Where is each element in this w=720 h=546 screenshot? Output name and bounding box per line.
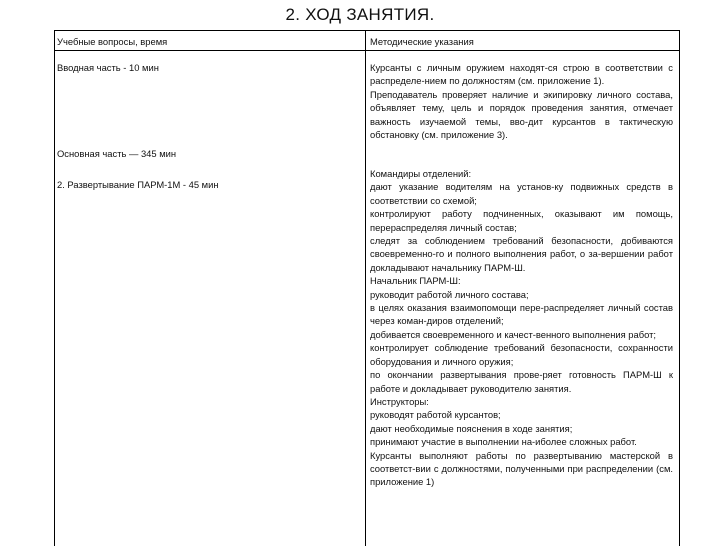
header-left: Учебные вопросы, время [57, 36, 168, 47]
instruction-paragraph: Командиры отделений: [370, 168, 472, 179]
instruction-paragraph: Курсанты выполняют работы по развертыванию мастерской в соответст-вии с должностями, полученными при распределении (см. приложение 1) [370, 449, 673, 488]
intro-instructions [370, 61, 673, 141]
left-item-main: Основная часть — 345 мин [57, 148, 177, 159]
main-instructions [370, 167, 673, 489]
instruction-paragraph: Начальник ПАРМ-Ш: [370, 275, 461, 287]
header-right: Методические указания [370, 36, 474, 47]
instruction-paragraph: дают указание водителям на установ-ку подвижных средств в соответствии со схемой; [370, 181, 673, 206]
instruction-paragraph: руководят работой курсантов; [370, 409, 501, 421]
instruction-paragraph: контролирует соблюдение требований безопасности, сохранности оборудования и личного оружия; [370, 342, 673, 367]
intro-paragraph: Преподаватель проверяет наличие и экипировку личного состава, объявляет тему, цель и порядок проведения занятия, отмечает важность изучаемой темы, вво-дит курсантов в тактическую обстановку (см. приложение 3). [370, 88, 673, 141]
left-item-deploy: 2. Развертывание ПАРМ-1М - 45 мин [57, 179, 219, 190]
instruction-paragraph: добивается своевременного и качест-венного выполнения работ; [370, 328, 657, 340]
instruction-paragraph: по окончании развертывания прове-ряет готовность ПАРМ-Ш к работе и докладывает руководителю занятия. [370, 369, 673, 394]
instruction-paragraph: Инструкторы: [370, 395, 429, 407]
left-item-intro: Вводная часть - 10 мин [57, 62, 159, 73]
instruction-paragraph: руководит работой личного состава; [370, 288, 529, 300]
column-divider [365, 31, 366, 546]
instruction-paragraph: принимают участие в выполнении на-иболее сложных работ. [370, 436, 637, 448]
instruction-paragraph: в целях оказания взаимопомощи пере-распределяет личный состав через коман-диров отделений; [370, 302, 673, 327]
instruction-paragraph: контролируют работу подчиненных, оказывают им помощь, перераспределяя личный состав; [370, 208, 673, 233]
lesson-table [54, 30, 680, 546]
instruction-paragraph: следят за соблюдением требований безопасности, добиваются своевременно-го и полного выполнения работ, о за-вершении работ докладывают начальнику ПАРМ-Ш. [370, 235, 673, 273]
intro-paragraph: Курсанты с личным оружием находят-ся строю в соответствии с распределе-нием по должностям (см. приложение 1). [370, 62, 673, 87]
page-title: 2. ХОД ЗАНЯТИЯ. [285, 5, 435, 24]
header-divider [55, 50, 679, 51]
instruction-paragraph: дают необходимые пояснения в ходе занятия; [370, 422, 573, 434]
